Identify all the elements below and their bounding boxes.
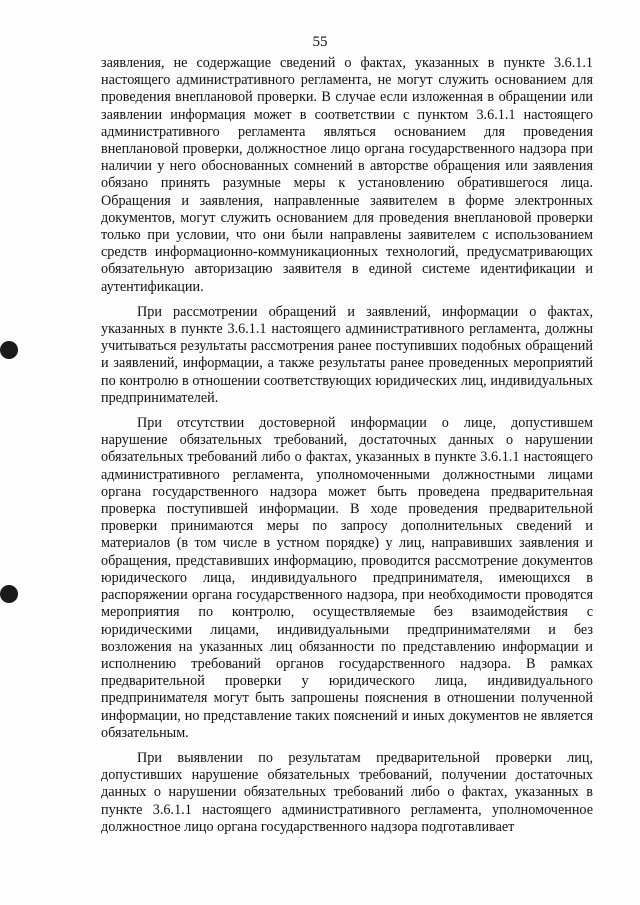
paragraph: При выявлении по результатам предварительной проверки лиц, допустивших нарушение обязательных требований, получении достаточных данных о нарушении обязательных требований либо о фактах, указанных в пункте 3.6.1.1 настоящего административного регламента, уполномоченное должностное лицо органа государственного надзора подготавливает <box>101 749 593 835</box>
paragraph: При отсутствии достоверной информации о лице, допустившем нарушение обязательных требований, достаточных данных о нарушении обязательных требований либо о фактах, указанных в пункте 3.6.1.1 настоящего административного регламента, уполномоченными должностными лицами органа государственного надзора может быть проведена предварительная проверка поступившей информации. В ходе проведения предварительной проверки принимаются меры по запросу дополнительных сведений и материалов (в том числе в устном порядке) у лиц, направивших заявления и обращения, представивших информацию, проводится рассмотрение документов юридического лица, индивидуального предпринимателя, имеющихся в распоряжении органа государственного надзора, при необходимости проводятся мероприятия по контролю, осуществляемые без взаимодействия с юридическими лицами, индивидуальными предпринимателями и без возложения на указанных лиц обязанности по представлению информации и исполнению требований органов государственного надзора. В рамках предварительной проверки у юридического лица, индивидуального предпринимателя могут быть запрошены пояснения в отношении полученной информации, но представление таких пояснений и иных документов не является обязательным. <box>101 415 593 741</box>
document-body <box>101 55 593 844</box>
punch-hole-mark <box>0 341 18 359</box>
paragraph: При рассмотрении обращений и заявлений, информации о фактах, указанных в пункте 3.6.1.1 настоящего административного регламента, должны учитываться результаты рассмотрения ранее поступивших подобных обращений и заявлений, информации, а также результаты ранее проведенных мероприятий по контролю в отношении соответствующих юридических лиц, индивидуальных предпринимателей. <box>101 303 593 406</box>
paragraph-continuation: заявления, не содержащие сведений о фактах, указанных в пункте 3.6.1.1 настоящего административного регламента, не могут служить основанием для проведения внеплановой проверки. В случае если изложенная в обращении или заявлении информация может в соответствии с пунктом 3.6.1.1 настоящего административного регламента являться основанием для проведения внеплановой проверки, должностное лицо органа государственного надзора при наличии у него обоснованных сомнений в авторстве обращения или заявления обязано принять разумные меры к установлению обратившегося лица. Обращения и заявления, направленные заявителем в форме электронных документов, могут служить основанием для проведения внеплановой проверки только при условии, что они были направлены заявителем с использованием средств информационно-коммуникационных технологий, предусматривающих обязательную авторизацию заявителя в единой системе идентификации и аутентификации. <box>101 55 593 295</box>
punch-hole-mark <box>0 585 18 603</box>
page-number: 55 <box>312 34 328 50</box>
